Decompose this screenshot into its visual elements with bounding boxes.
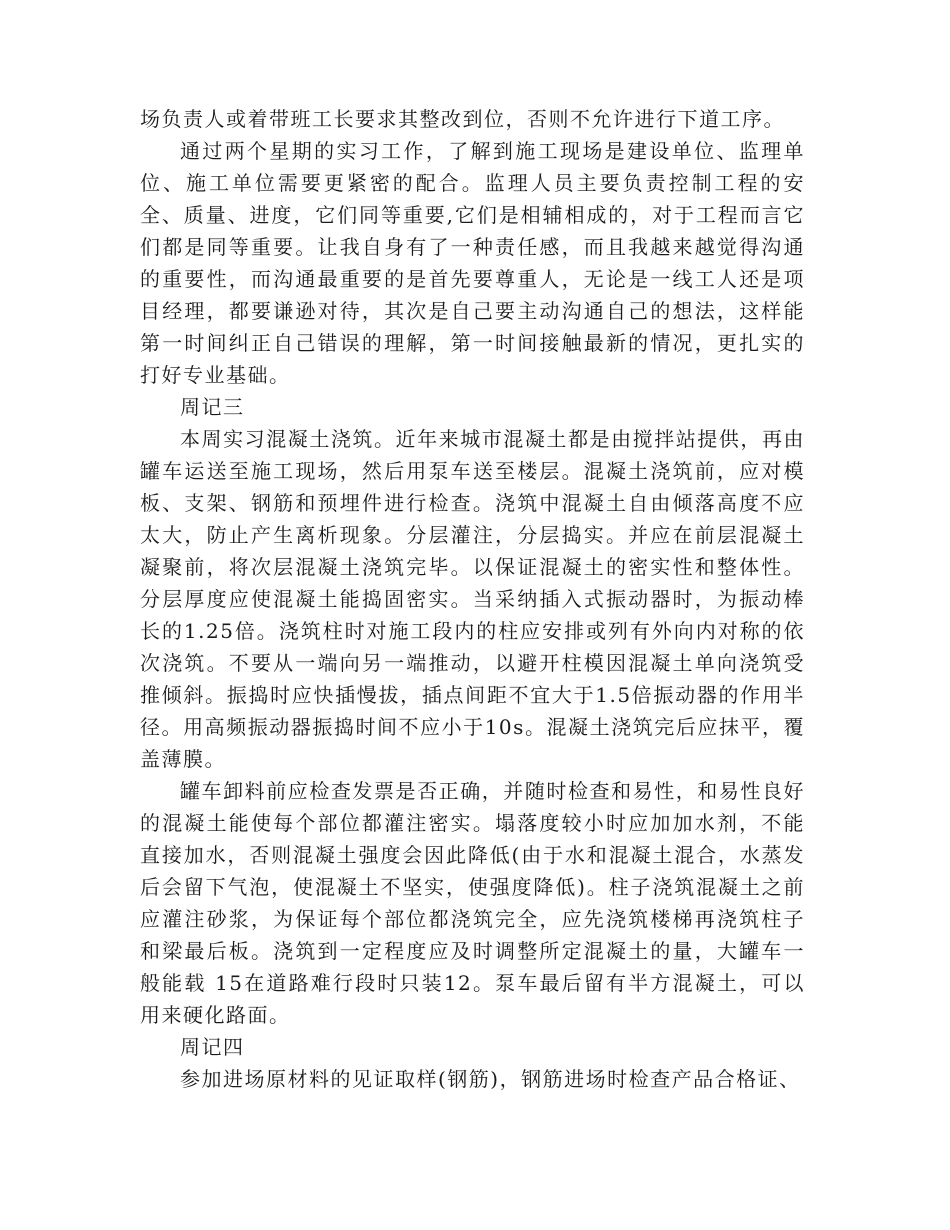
paragraph-internship-reflection: 通过两个星期的实习工作，了解到施工现场是建设单位、监理单位、施工单位需要更紧密的配合。监理人员主要负责控制工程的安全、质量、进度，它们同等重要,它们是相辅相成的，对于工程而言它们都是同等重要。让我自身有了一种责任感，而且我越来越觉得沟通的重要性，而沟通最重要的是首先要尊重人，无论是一线工人还是项目经理，都要谦逊对待，其次是自己要主动沟通自己的想法，这样能第一时间纠正自己错误的理解，第一时间接触最新的情况，更扎实的打好专业基础。 — [140, 139, 805, 387]
paragraph-material-sampling: 参加进场原材料的见证取样(钢筋)，钢筋进场时检查产品合格证、 — [180, 1067, 801, 1091]
section-heading-week-four: 周记四 — [180, 1035, 245, 1059]
section-heading-week-three: 周记三 — [180, 395, 245, 419]
paragraph-concrete-pouring: 本周实习混凝土浇筑。近年来城市混凝土都是由搅拌站提供，再由罐车运送至施工现场，然后用泵车送至楼层。混凝土浇筑前，应对模板、支架、钢筋和预埋件进行检查。浇筑中混凝土自由倾落高度不应太大，防止产生离析现象。分层灌注，分层捣实。并应在前层混凝土凝聚前，将次层混凝土浇筑完毕。以保证混凝土的密实性和整体性。分层厚度应使混凝土能捣固密实。当采纳插入式振动器时，为振动棒长的1.25倍。浇筑柱时对施工段内的柱应安排或列有外向内对称的依次浇筑。不要从一端向另一端推动，以避开柱模因混凝土单向浇筑受推倾斜。振捣时应快插慢拔，插点间距不宜大于1.5倍振动器的作用半径。用高频振动器振捣时间不应小于10s。混凝土浇筑完后应抹平，覆盖薄膜。 — [140, 427, 805, 771]
paragraph-mixer-truck: 罐车卸料前应检查发票是否正确，并随时检查和易性，和易性良好的混凝土能使每个部位都灌注密实。塌落度较小时应加加水剂，不能直接加水，否则混凝土强度会因此降低(由于水和混凝土混合，水蒸发后会留下气泡，使混凝土不坚实，使强度降低)。柱子浇筑混凝土之前应灌注砂浆，为保证每个部位都浇筑完全，应先浇筑楼梯再浇筑柱子和梁最后板。浇筑到一定程度应及时调整所定混凝土的量，大罐车一般能载 15在道路难行段时只装12。泵车最后留有半方混凝土，可以用来硬化路面。 — [140, 779, 805, 1027]
document-body — [140, 103, 805, 1095]
paragraph-continuation: 场负责人或着带班工长要求其整改到位，否则不允许进行下道工序。 — [140, 107, 785, 131]
